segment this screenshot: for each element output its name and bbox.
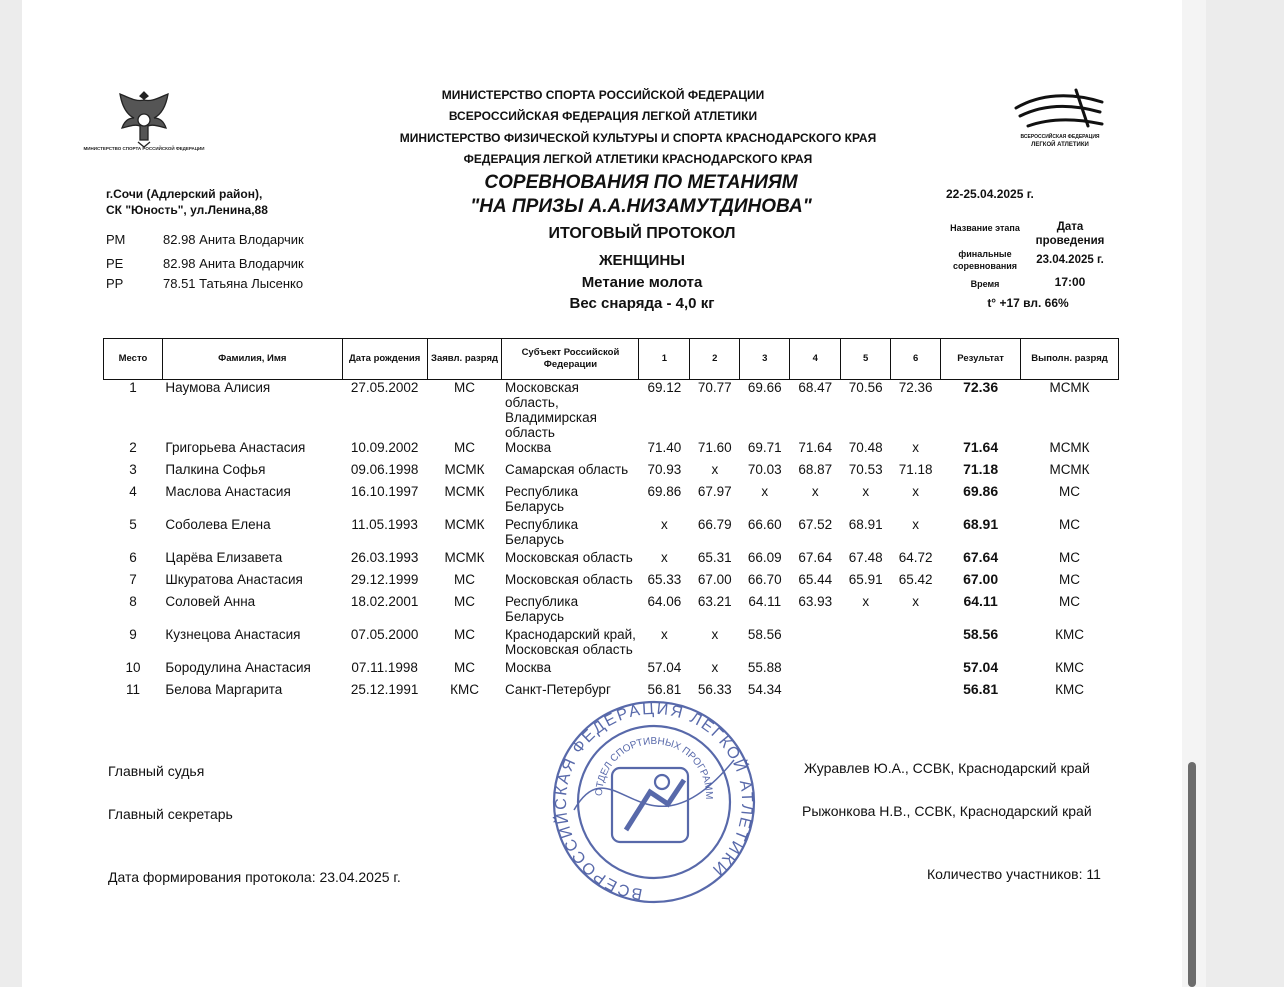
result-cell: 71.64	[963, 439, 999, 455]
record-code: РР	[106, 276, 124, 291]
attempt-cell: 67.64	[798, 550, 833, 565]
attempt-cell	[790, 682, 841, 704]
region-cell: Московская область, Владимирская область	[504, 380, 597, 440]
dob-cell: 27.05.2002	[350, 380, 419, 395]
attempt-cell	[841, 660, 891, 682]
attempt-cell: 54.34	[747, 682, 782, 697]
attempt-cell: x	[811, 484, 819, 499]
attempt-cell: x	[862, 484, 870, 499]
table-row	[104, 440, 1119, 462]
org-line-3: МИНИСТЕРСТВО ФИЗИЧЕСКОЙ КУЛЬТУРЫ И СПОРТА КРАСНОДАРСКОГО КРАЯ	[399, 131, 877, 145]
attempt-cell: 56.33	[697, 682, 732, 697]
attempt-cell: 66.60	[747, 517, 782, 532]
attempt-cell: 64.11	[748, 594, 782, 609]
attempt-cell: 66.79	[697, 517, 732, 532]
attempt-cell	[891, 682, 941, 704]
dob-cell: 18.02.2001	[350, 594, 419, 609]
venue-line-1: г.Сочи (Адлерский район),	[106, 187, 263, 201]
result-cell: 56.81	[963, 681, 999, 697]
attempt-cell: 71.18	[898, 462, 933, 477]
region-cell: Республика Беларусь	[504, 484, 579, 514]
attempt-cell: x	[912, 440, 920, 455]
result-cell: 68.91	[963, 516, 999, 532]
dob-cell: 16.10.1997	[350, 484, 419, 499]
attempt-cell: 63.21	[697, 594, 732, 609]
time-value: 17:00	[1054, 275, 1086, 289]
achieved-rank-cell: МС	[1059, 517, 1081, 532]
place-cell: 2	[129, 440, 137, 455]
attempt-cell: 70.56	[848, 380, 883, 395]
rank-cell: МС	[454, 572, 476, 587]
column-header: Результат	[941, 339, 1021, 380]
place-cell: 4	[129, 484, 137, 499]
column-header: Выполн. разряд	[1021, 339, 1119, 380]
rank-cell: МСМК	[444, 517, 485, 532]
record-value: 78.51 Татьяна Лысенко	[163, 276, 304, 291]
weather: t° +17 вл. 66%	[987, 296, 1069, 310]
protocol-date: Дата формирования протокола: 23.04.2025 г.	[108, 869, 401, 885]
attempt-cell: 65.33	[647, 572, 682, 587]
rank-cell: МС	[454, 380, 476, 395]
attempt-cell: x	[912, 517, 920, 532]
column-header: Субъект Российской Федерации	[502, 339, 639, 380]
attempt-cell: 67.00	[697, 572, 732, 587]
table-row	[104, 550, 1119, 572]
name-cell: Палкина Софья	[165, 462, 266, 477]
table-row	[104, 517, 1119, 550]
column-header: 4	[790, 339, 841, 380]
column-header: Фамилия, Имя	[162, 339, 342, 380]
attempt-cell: x	[660, 550, 668, 565]
attempt-cell: 65.42	[898, 572, 933, 587]
place-cell: 1	[129, 380, 137, 395]
name-cell: Кузнецова Анастасия	[165, 627, 301, 642]
org-line-4: ФЕДЕРАЦИЯ ЛЕГКОЙ АТЛЕТИКИ КРАСНОДАРСКОГО КРАЯ	[463, 152, 813, 166]
dob-cell: 26.03.1993	[350, 550, 419, 565]
result-cell: 71.18	[963, 461, 999, 477]
achieved-rank-cell: МСМК	[1049, 462, 1090, 477]
result-cell: 64.11	[963, 593, 998, 609]
chief-judge-name: Журавлев Ю.А., ССВК, Краснодарский край	[804, 760, 1090, 776]
table-row	[104, 484, 1119, 517]
attempt-cell: 66.09	[747, 550, 782, 565]
attempt-cell	[891, 627, 941, 660]
attempt-cell: 67.48	[848, 550, 883, 565]
achieved-rank-cell: КМС	[1055, 660, 1084, 675]
event-title: Метание молота	[581, 274, 703, 291]
column-header: Заявл. разряд	[427, 339, 502, 380]
rank-cell: МСМК	[444, 550, 485, 565]
dob-cell: 07.11.1998	[351, 660, 418, 675]
region-cell: Санкт-Петербург	[504, 682, 611, 697]
right-logo-caption-1: ВСЕРОССИЙСКАЯ ФЕДЕРАЦИЯ	[1020, 134, 1100, 140]
place-cell: 10	[125, 660, 141, 675]
attempt-cell: 70.48	[848, 440, 883, 455]
rank-cell: МСМК	[444, 484, 485, 499]
attempt-cell: 64.72	[898, 550, 933, 565]
attempt-cell	[891, 660, 941, 682]
achieved-rank-cell: МС	[1059, 594, 1081, 609]
result-cell: 67.64	[963, 549, 999, 565]
region-cell: Республика Беларусь	[504, 517, 579, 547]
place-cell: 8	[129, 594, 137, 609]
attempt-cell	[790, 660, 841, 682]
dob-cell: 10.09.2002	[350, 440, 419, 455]
dob-cell: 29.12.1999	[350, 572, 419, 587]
place-cell: 11	[125, 682, 140, 697]
dob-cell: 09.06.1998	[350, 462, 419, 477]
dob-cell: 11.05.1993	[351, 517, 418, 532]
result-cell: 69.86	[963, 483, 999, 499]
record-code: РМ	[106, 232, 126, 247]
attempt-cell: 56.81	[647, 682, 682, 697]
attempt-cell: x	[660, 627, 668, 642]
name-cell: Григорьева Анастасия	[165, 440, 306, 455]
results-table	[103, 338, 1119, 704]
record-value: 82.98 Анита Влодарчик	[163, 256, 304, 271]
attempt-cell: 70.03	[747, 462, 782, 477]
attempt-cell: 66.70	[747, 572, 782, 587]
chief-secretary-label: Главный секретарь	[108, 806, 233, 822]
attempt-cell: 69.66	[747, 380, 782, 395]
attempt-cell: 65.31	[697, 550, 732, 565]
attempt-cell: 67.97	[697, 484, 732, 499]
place-cell: 9	[129, 627, 137, 642]
achieved-rank-cell: КМС	[1055, 627, 1084, 642]
date-value: 23.04.2025 г.	[1036, 254, 1104, 266]
attempt-cell: x	[912, 484, 920, 499]
region-cell: Республика Беларусь	[504, 594, 579, 624]
attempt-cell: 69.12	[647, 380, 682, 395]
competition-dates: 22-25.04.2025 г.	[946, 187, 1034, 201]
result-cell: 57.04	[963, 659, 999, 675]
attempt-cell: 71.40	[647, 440, 682, 455]
scrollbar-track[interactable]	[1182, 0, 1206, 987]
record-code: РЕ	[106, 256, 124, 271]
achieved-rank-cell: МСМК	[1049, 440, 1090, 455]
place-cell: 5	[129, 517, 137, 532]
implement-weight: Вес снаряда - 4,0 кг	[569, 295, 715, 312]
scrollbar-thumb[interactable]	[1188, 762, 1196, 987]
name-cell: Царёва Елизавета	[165, 550, 283, 565]
protocol-title: ИТОГОВЫЙ ПРОТОКОЛ	[548, 225, 736, 242]
attempt-cell: 70.77	[697, 380, 732, 395]
attempt-cell: x	[711, 660, 719, 675]
left-logo-caption: МИНИСТЕРСТВО СПОРТА РОССИЙСКОЙ ФЕДЕРАЦИИ	[83, 146, 205, 151]
attempt-cell: x	[761, 484, 769, 499]
region-cell: Самарская область	[504, 462, 629, 477]
venue-line-2: СК "Юность", ул.Ленина,88	[106, 203, 268, 217]
region-cell: Москва	[504, 660, 552, 675]
name-cell: Маслова Анастасия	[165, 484, 291, 499]
place-cell: 7	[129, 572, 137, 587]
column-header: 5	[841, 339, 891, 380]
table-row	[104, 572, 1119, 594]
column-header: 3	[740, 339, 790, 380]
name-cell: Бородулина Анастасия	[165, 660, 311, 675]
attempt-cell: 69.86	[647, 484, 682, 499]
table-row	[104, 380, 1119, 441]
attempt-cell: 57.04	[647, 660, 682, 675]
rank-cell: МС	[454, 440, 476, 455]
table-row	[104, 462, 1119, 484]
attempt-cell: x	[660, 517, 668, 532]
place-cell: 3	[129, 462, 137, 477]
attempt-cell: 71.64	[798, 440, 833, 455]
attempt-cell: 64.06	[647, 594, 682, 609]
table-header-row	[104, 339, 1119, 380]
achieved-rank-cell: МС	[1059, 572, 1081, 587]
attempt-cell	[841, 627, 891, 660]
category-title: ЖЕНЩИНЫ	[599, 252, 685, 269]
achieved-rank-cell: КМС	[1055, 682, 1084, 697]
attempt-cell: 67.52	[798, 517, 833, 532]
attempt-cell: 58.56	[747, 627, 782, 642]
table-row	[104, 627, 1119, 660]
result-cell: 67.00	[963, 571, 999, 587]
region-cell: Краснодарский край, Московская область	[504, 627, 636, 657]
attempt-cell: 70.93	[647, 462, 682, 477]
attempt-cell: 55.88	[747, 660, 782, 675]
table-row	[104, 660, 1119, 682]
rank-cell: МС	[454, 627, 476, 642]
achieved-rank-cell: МС	[1059, 550, 1081, 565]
org-line-1: МИНИСТЕРСТВО СПОРТА РОССИЙСКОЙ ФЕДЕРАЦИИ	[441, 88, 765, 102]
column-header: 1	[639, 339, 690, 380]
column-header: 2	[690, 339, 740, 380]
attempt-cell: 65.44	[798, 572, 833, 587]
name-cell: Соловей Анна	[165, 594, 256, 609]
attempt-cell: x	[711, 462, 719, 477]
rank-cell: МС	[454, 660, 476, 675]
org-line-2: ВСЕРОССИЙСКАЯ ФЕДЕРАЦИЯ ЛЕГКОЙ АТЛЕТИКИ	[448, 109, 758, 123]
attempt-cell: 63.93	[798, 594, 833, 609]
attempt-cell: 69.71	[747, 440, 782, 455]
column-header: Дата рождения	[342, 339, 427, 380]
attempt-cell: 68.91	[848, 517, 883, 532]
stage-value: финальные соревнования	[952, 249, 1018, 271]
federation-stamp	[534, 700, 774, 910]
region-cell: Московская область	[504, 572, 633, 587]
region-cell: Московская область	[504, 550, 633, 565]
table-row	[104, 594, 1119, 627]
result-cell: 72.36	[963, 379, 999, 395]
title-line-1: СОРЕВНОВАНИЯ ПО МЕТАНИЯМ	[484, 172, 798, 193]
name-cell: Шкуратова Анастасия	[165, 572, 303, 587]
stamp-outer-text: ВСЕРОССИЙСКАЯ ФЕДЕРАЦИЯ ЛЕГКОЙ АТЛЕТИКИ	[552, 700, 756, 903]
dob-cell: 07.05.2000	[350, 627, 419, 642]
attempt-cell: x	[912, 594, 920, 609]
attempt-cell: x	[862, 594, 870, 609]
name-cell: Наумова Алисия	[165, 380, 271, 395]
rank-cell: МСМК	[444, 462, 485, 477]
attempt-cell	[841, 682, 891, 704]
dob-cell: 25.12.1991	[350, 682, 419, 697]
attempt-cell: x	[711, 627, 719, 642]
name-cell: Белова Маргарита	[165, 682, 283, 697]
time-label: Время	[970, 279, 1000, 289]
column-header: Место	[104, 339, 163, 380]
column-header: 6	[891, 339, 941, 380]
title-line-2: "НА ПРИЗЫ А.А.НИЗАМУТДИНОВА"	[470, 196, 812, 217]
name-cell: Соболева Елена	[165, 517, 271, 532]
attempt-cell: 68.47	[798, 380, 833, 395]
stage-label: Название этапа	[950, 223, 1020, 233]
attempt-cell: 72.36	[898, 380, 933, 395]
attempt-cell: 68.87	[798, 462, 833, 477]
region-cell: Москва	[504, 440, 552, 455]
chief-judge-label: Главный судья	[108, 763, 205, 779]
participants-count: Количество участников: 11	[927, 866, 1101, 882]
achieved-rank-cell: МСМК	[1049, 380, 1090, 395]
rank-cell: МС	[454, 594, 476, 609]
stamp-inner-text: ОТДЕЛ СПОРТИВНЫХ ПРОГРАММ	[593, 735, 715, 800]
right-logo-caption-2: ЛЕГКОЙ АТЛЕТИКИ	[1031, 142, 1089, 148]
achieved-rank-cell: МС	[1059, 484, 1081, 499]
attempt-cell	[790, 627, 841, 660]
place-cell: 6	[129, 550, 137, 565]
chief-secretary-name: Рыжонкова Н.В., ССВК, Краснодарский край	[802, 803, 1092, 819]
rank-cell: КМС	[450, 682, 479, 697]
date-label: Дата проведения	[1035, 221, 1105, 247]
record-value: 82.98 Анита Влодарчик	[163, 232, 304, 247]
attempt-cell: 71.60	[697, 440, 732, 455]
attempt-cell: 65.91	[848, 572, 883, 587]
result-cell: 58.56	[963, 626, 999, 642]
attempt-cell: 70.53	[848, 462, 883, 477]
